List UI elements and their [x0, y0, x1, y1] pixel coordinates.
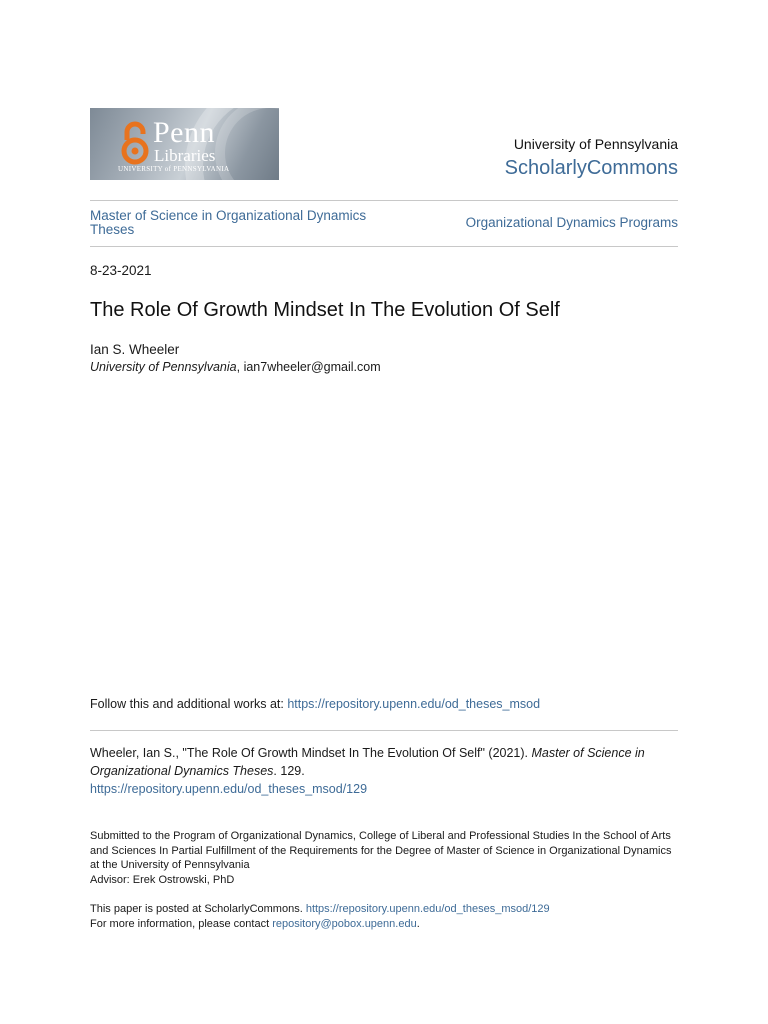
divider [90, 200, 678, 201]
citation-number: . 129. [273, 764, 305, 778]
paper-url-link[interactable]: https://repository.upenn.edu/od_theses_msod/129 [305, 903, 550, 915]
logo-libraries-text: Libraries [154, 146, 216, 165]
program-link[interactable]: Organizational Dynamics Programs [465, 215, 678, 230]
follow-text: Follow this and additional works at: [90, 697, 288, 711]
contact-text: For more information, please contact [90, 917, 273, 930]
scholarlycommons-link[interactable]: ScholarlyCommons [504, 157, 678, 179]
university-name: University of Pennsylvania [513, 136, 678, 152]
logo-penn-text: Penn [153, 116, 215, 149]
divider [90, 246, 678, 247]
citation [90, 744, 680, 798]
separator: , [236, 360, 244, 374]
contact-end: . [416, 917, 420, 930]
paper-title: The Role Of Growth Mindset In The Evolution Of Self [90, 299, 560, 321]
citation-journal: Master of Science in Organizational Dynamics Theses [90, 746, 645, 778]
penn-libraries-logo[interactable] [90, 108, 279, 180]
citation-url-link[interactable]: https://repository.upenn.edu/od_theses_msod/129 [90, 782, 368, 796]
collection-link[interactable]: Master of Science in Organizational Dynamics Theses [90, 208, 367, 237]
posting-statement [90, 902, 680, 931]
logo-university-text: UNIVERSITY of PENNSYLVANIA [118, 165, 230, 173]
submission-text: Submitted to the Program of Organizational Dynamics, College of Liberal and Professional Studies In the School of Arts and Sciences In Partial Fulfillment of the Requirements for the Degree of Master of Science in Organizational Dynamics at the University of Pennsylvania [90, 830, 672, 872]
collection-url-link[interactable]: https://repository.upenn.edu/od_theses_msod [287, 697, 541, 711]
author-name: Ian S. Wheeler [90, 342, 180, 357]
author-email: ian7wheeler@gmail.com [243, 360, 381, 374]
author-affiliation [90, 360, 381, 374]
contact-email-link[interactable]: repository@pobox.upenn.edu [272, 917, 417, 930]
follow-line [90, 697, 540, 711]
submission-statement [90, 829, 680, 887]
posted-text: This paper is posted at ScholarlyCommons. [90, 903, 306, 915]
divider [90, 730, 678, 731]
publication-date: 8-23-2021 [90, 263, 152, 278]
open-access-lock-icon [118, 120, 152, 166]
affiliation-name: University of Pennsylvania [90, 360, 237, 374]
advisor-text: Advisor: Erek Ostrowski, PhD [90, 873, 235, 886]
citation-text: Wheeler, Ian S., "The Role Of Growth Mindset In The Evolution Of Self" (2021). [90, 746, 532, 760]
